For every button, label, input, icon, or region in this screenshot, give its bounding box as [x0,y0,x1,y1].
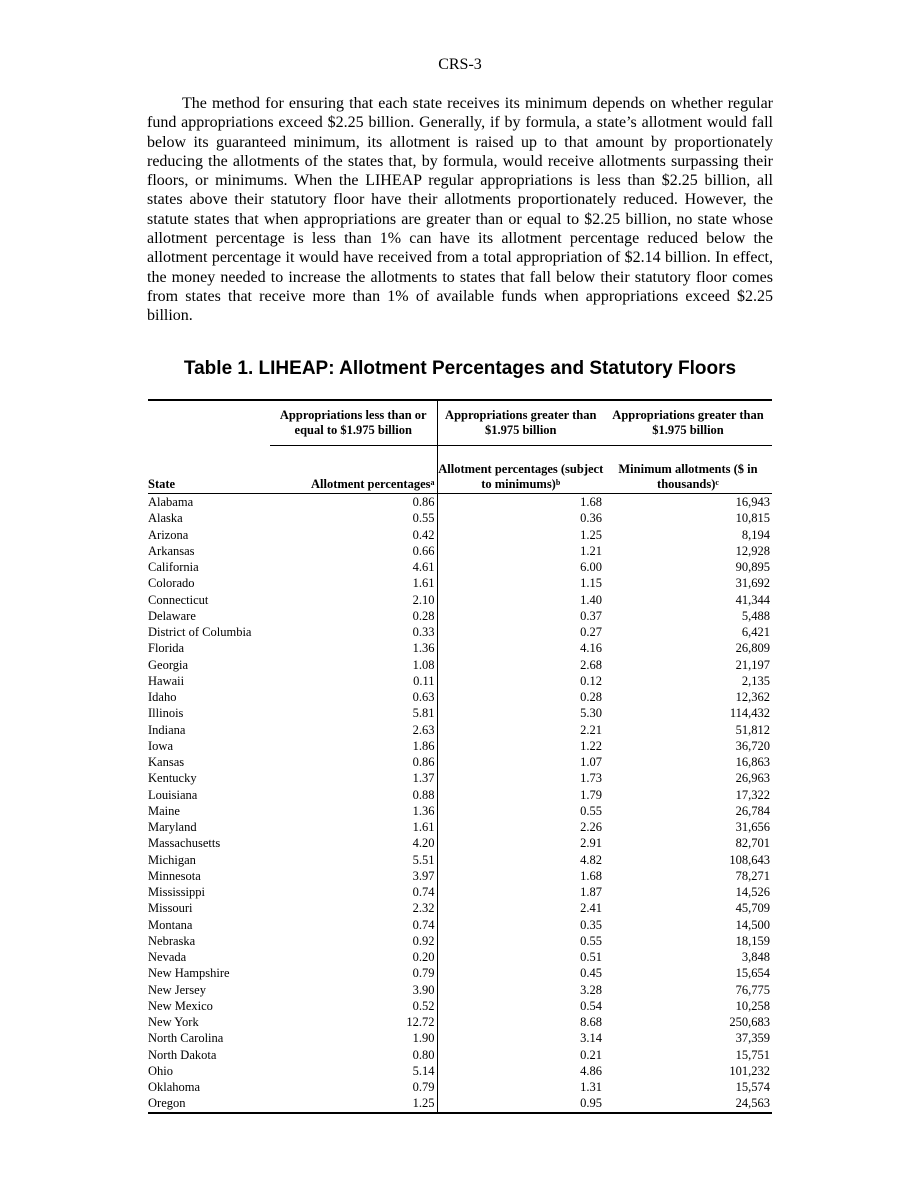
allot-gt-cell: 6.00 [580,560,602,575]
table-row [148,1063,772,1079]
state-cell: District of Columbia [148,625,252,640]
min-allot-cell: 26,963 [735,771,770,786]
min-allot-cell: 36,720 [735,738,770,753]
state-cell: New Mexico [148,998,213,1013]
allot-lte-cell: 4.20 [270,835,437,851]
allot-lte-cell: 12.72 [270,1014,437,1030]
allot-gt-cell: 1.15 [580,576,602,591]
state-cell: Kentucky [148,771,197,786]
min-allot-cell: 15,654 [735,966,770,981]
allot-gt-cell: 0.51 [580,950,602,965]
column-header-min-allot: Minimum allotments ($ in thousands)$^c$ [604,446,772,494]
min-allot-cell: 5,488 [741,608,770,623]
min-allot-cell: 37,359 [735,1031,770,1046]
state-cell: Nevada [148,950,187,965]
min-allot-cell: 31,692 [735,576,770,591]
state-cell: Indiana [148,722,186,737]
state-cell: Arizona [148,527,189,542]
table-row [148,868,772,884]
allot-lte-cell: 0.33 [270,624,437,640]
allot-lte-cell: 0.66 [270,543,437,559]
state-cell: Hawaii [148,673,185,688]
state-cell: New Jersey [148,982,206,997]
min-allot-cell: 16,943 [735,495,770,510]
body-paragraph: The method for ensuring that each state receives its minimum depends on whether regular fund appropriations exceed $2.25 billion. Generally, if by formula, a state’s allotment would fall below its guaranteed minimum, its allotment is raised up to that amount by proportionately reducing the allotments of the states that, by formula, would receive allotments surpassing their floors, or minimums. When the LIHEAP regular appropriations is less than $2.25 billion, all states above their statutory floor have their allotments proportionately reduced. However, the statute states that when appropriations are greater than or equal to $2.25 billion, no state whose allotment percentage is less than 1% can have its allotment percentage reduced below the allotment percentage it would have received from a total appropriation of $2.14 billion. In effect, the money needed to increase the allotments to states that fall below their statutory floor comes from states that receive more than 1% of available funds when appropriations exceed $2.25 billion. [147,95,773,325]
table-row [148,998,772,1014]
column-header-allot-lte: Allotment percentages$^a$ [270,446,437,494]
group-header-row [148,400,772,446]
allot-gt-cell: 0.21 [580,1047,602,1062]
state-cell: Colorado [148,576,195,591]
allot-lte-cell: 0.79 [270,1079,437,1095]
min-allot-cell: 41,344 [735,592,770,607]
table-row [148,1014,772,1030]
allot-lte-cell: 0.86 [270,494,437,511]
table-row [148,884,772,900]
min-allot-cell: 21,197 [735,657,770,672]
allot-gt-cell: 4.86 [580,1063,602,1078]
allot-gt-cell: 1.07 [580,755,602,770]
min-allot-cell: 18,159 [735,933,770,948]
allot-gt-cell: 1.22 [580,738,602,753]
min-allot-cell: 78,271 [735,868,770,883]
table-row [148,527,772,543]
min-allot-cell: 6,421 [741,625,770,640]
min-allot-cell: 3,848 [741,950,770,965]
table-row [148,673,772,689]
column-header-state: State [148,446,270,494]
table-row [148,1079,772,1095]
page-header: CRS-3 [438,56,482,73]
state-cell: Oregon [148,1095,270,1112]
allot-gt-cell: 0.55 [580,803,602,818]
table-row [148,738,772,754]
min-allot-cell: 17,322 [735,787,770,802]
allot-gt-cell: 0.35 [580,917,602,932]
allot-gt-cell: 3.28 [580,982,602,997]
state-cell: Michigan [148,852,196,867]
table-row [148,949,772,965]
allot-lte-cell: 4.61 [270,559,437,575]
min-allot-cell: 51,812 [735,722,770,737]
min-allot-cell: 14,500 [735,917,770,932]
table-body [148,494,772,1113]
state-cell: New Hampshire [148,966,230,981]
allot-lte-cell: 1.37 [270,770,437,786]
group-header-blank [148,400,270,446]
min-allot-cell: 16,863 [735,755,770,770]
allot-gt-cell: 1.87 [580,885,602,900]
allot-gt-cell: 2.21 [580,722,602,737]
allot-gt-cell: 1.68 [580,495,602,510]
table-row [148,608,772,624]
min-allot-cell: 24,563 [604,1095,772,1112]
table-row [148,835,772,851]
state-cell: Alabama [148,495,194,510]
group-header-gt-2: Appropriations greater than $1.975 billion [604,400,772,446]
allot-gt-cell: 1.25 [580,527,602,542]
table-row [148,933,772,949]
allot-lte-cell: 5.81 [270,705,437,721]
allot-gt-cell: 4.82 [580,852,602,867]
state-cell: Alaska [148,511,183,526]
state-cell: Ohio [148,1063,173,1078]
table-row [148,494,772,511]
min-allot-cell: 15,574 [735,1080,770,1095]
allotment-table [148,399,772,1114]
min-allot-cell: 10,258 [735,998,770,1013]
table-row [148,592,772,608]
allot-gt-cell: 0.55 [580,933,602,948]
table-row [148,917,772,933]
min-allot-cell: 10,815 [735,511,770,526]
state-cell: Florida [148,641,185,656]
allot-lte-cell: 1.36 [270,803,437,819]
allot-lte-cell: 0.63 [270,689,437,705]
table-row [148,705,772,721]
allot-lte-cell: 0.52 [270,998,437,1014]
table-row [148,1095,772,1112]
state-cell: Kansas [148,755,185,770]
allot-lte-cell: 1.86 [270,738,437,754]
table-row [148,852,772,868]
table-row [148,640,772,656]
table-row [148,1047,772,1063]
allot-lte-cell: 5.51 [270,852,437,868]
allot-gt-cell: 2.91 [580,836,602,851]
allot-gt-cell: 4.16 [580,641,602,656]
state-cell: Minnesota [148,868,201,883]
allot-lte-cell: 0.74 [270,884,437,900]
min-allot-cell: 101,232 [729,1063,770,1078]
allot-gt-cell: 0.36 [580,511,602,526]
allot-gt-cell: 2.68 [580,657,602,672]
min-allot-cell: 14,526 [735,885,770,900]
table-row [148,770,772,786]
column-header-allot-gt: Allotment percentages (subject to minimums)$^b$ [437,446,604,494]
state-cell: California [148,560,199,575]
min-allot-cell: 12,362 [735,690,770,705]
table-title: Table 1. LIHEAP: Allotment Percentages and Statutory Floors [183,358,737,379]
allot-lte-cell: 1.90 [270,1030,437,1046]
allot-gt-cell: 8.68 [580,1015,602,1030]
group-header-gt-1: Appropriations greater than $1.975 billion [437,400,604,446]
state-cell: Connecticut [148,592,209,607]
table-row [148,965,772,981]
state-cell: Missouri [148,901,193,916]
min-allot-cell: 12,928 [735,543,770,558]
min-allot-cell: 8,194 [741,527,770,542]
allot-gt-cell: 5.30 [580,706,602,721]
allot-gt-cell: 1.73 [580,771,602,786]
allot-gt-cell: 2.26 [580,820,602,835]
allot-lte-cell: 0.80 [270,1047,437,1063]
state-cell: Iowa [148,738,173,753]
table-row [148,624,772,640]
allot-lte-cell: 2.32 [270,900,437,916]
table-row [148,754,772,770]
allot-gt-cell: 1.68 [580,868,602,883]
table-row [148,559,772,575]
state-cell: Idaho [148,690,177,705]
allot-gt-cell: 0.28 [580,690,602,705]
state-cell: Massachusetts [148,836,221,851]
allot-lte-cell: 0.55 [270,510,437,526]
min-allot-cell: 31,656 [735,820,770,835]
allot-lte-cell: 5.14 [270,1063,437,1079]
table-row [148,787,772,803]
state-cell: Georgia [148,657,189,672]
state-cell: Maine [148,803,180,818]
table-row [148,575,772,591]
state-cell: Arkansas [148,543,195,558]
allot-lte-cell: 0.92 [270,933,437,949]
allot-gt-cell: 0.45 [580,966,602,981]
allot-gt-cell: 0.95 [437,1095,604,1112]
allot-lte-cell: 1.25 [270,1095,437,1112]
state-cell: Maryland [148,820,197,835]
state-cell: Oklahoma [148,1080,201,1095]
allot-lte-cell: 2.10 [270,592,437,608]
allot-lte-cell: 1.08 [270,657,437,673]
table-row [148,1030,772,1046]
table-row [148,543,772,559]
min-allot-cell: 26,809 [735,641,770,656]
table-row [148,657,772,673]
allot-gt-cell: 1.40 [580,592,602,607]
allot-gt-cell: 2.41 [580,901,602,916]
allot-lte-cell: 0.28 [270,608,437,624]
column-header-row [148,446,772,494]
min-allot-cell: 114,432 [729,706,770,721]
allot-gt-cell: 0.27 [580,625,602,640]
allot-gt-cell: 3.14 [580,1031,602,1046]
table-row [148,803,772,819]
min-allot-cell: 76,775 [735,982,770,997]
state-cell: Delaware [148,608,196,623]
min-allot-cell: 108,643 [729,852,770,867]
allot-lte-cell: 1.61 [270,819,437,835]
min-allot-cell: 2,135 [741,673,770,688]
table-row [148,722,772,738]
allot-gt-cell: 1.31 [580,1080,602,1095]
min-allot-cell: 45,709 [735,901,770,916]
state-cell: Illinois [148,706,184,721]
min-allot-cell: 26,784 [735,803,770,818]
state-cell: North Dakota [148,1047,217,1062]
table-row [148,982,772,998]
table-row [148,689,772,705]
allot-lte-cell: 0.88 [270,787,437,803]
table-row [148,819,772,835]
group-header-lte: Appropriations less than or equal to $1.975 billion [270,400,437,446]
allot-lte-cell: 2.63 [270,722,437,738]
allot-gt-cell: 1.21 [580,543,602,558]
allot-gt-cell: 0.37 [580,608,602,623]
state-cell: New York [148,1015,199,1030]
allot-lte-cell: 0.79 [270,965,437,981]
min-allot-cell: 15,751 [735,1047,770,1062]
allot-lte-cell: 0.11 [270,673,437,689]
state-cell: Nebraska [148,933,196,948]
allot-gt-cell: 0.12 [580,673,602,688]
allot-lte-cell: 0.74 [270,917,437,933]
min-allot-cell: 250,683 [729,1015,770,1030]
allot-lte-cell: 0.42 [270,527,437,543]
allot-lte-cell: 0.20 [270,949,437,965]
min-allot-cell: 82,701 [735,836,770,851]
allot-lte-cell: 1.61 [270,575,437,591]
allot-gt-cell: 0.54 [580,998,602,1013]
allot-gt-cell: 1.79 [580,787,602,802]
allot-lte-cell: 3.97 [270,868,437,884]
state-cell: North Carolina [148,1031,224,1046]
min-allot-cell: 90,895 [735,560,770,575]
allot-lte-cell: 3.90 [270,982,437,998]
table-row [148,510,772,526]
state-cell: Montana [148,917,193,932]
allot-lte-cell: 1.36 [270,640,437,656]
state-cell: Mississippi [148,885,205,900]
table-row [148,900,772,916]
state-cell: Louisiana [148,787,198,802]
allot-lte-cell: 0.86 [270,754,437,770]
